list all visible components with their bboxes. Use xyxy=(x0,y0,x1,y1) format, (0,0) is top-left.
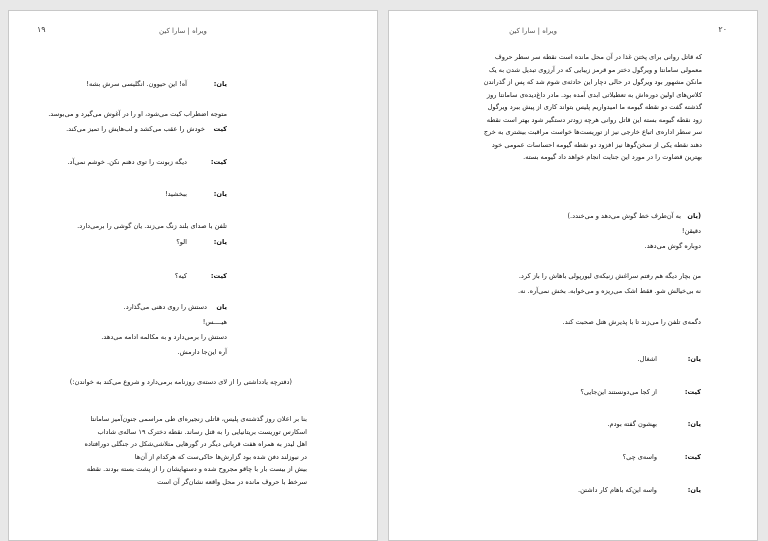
paragraph-line: که قاتل روانی برای پختن غذا در آن محل مانده است نقطه سر سطر حروف xyxy=(494,53,702,61)
stage-direction: دوباره گوش می‌دهد. xyxy=(644,242,701,250)
speaker-label: کیت: xyxy=(684,453,701,461)
stage-direction: متوجه اضطراب کیت می‌شود، او را در آغوش می‌گیرد و می‌بوسد. xyxy=(48,110,227,118)
paragraph-line: اهل لیدز به همراه هفت قربانی دیگر در گورهایی متلاشی‌شکل در جنگلی دورافتاده xyxy=(84,440,307,448)
speaker-label: یان: xyxy=(687,486,701,494)
dialogue-line: دیگه زبونت را توی دهنم نکن. خوشم نمی‌آد. xyxy=(67,158,187,166)
dialogue-line: الو؟ xyxy=(176,238,187,246)
dialogue-line: ببخشید! xyxy=(164,190,187,198)
dialogue-line: آه! این حیوون. انگلیسی سرش بشه! xyxy=(86,80,187,88)
paragraph-line: معمولی سامانتا و ویرگول دختر مو قرمز زیبایی که در آرزوی تبدیل شدن به یک xyxy=(488,65,702,74)
dialogue-line: من بچار دیگه هم رفتم سراغش زنیکه‌ی لیورپولی باهاش را باز کرد. xyxy=(518,272,701,280)
speaker-label: یان xyxy=(216,303,227,311)
paragraph-line: در نیوزلند دفن شده بود گزارش‌ها حاکی‌ست که هرکدام از آن‌ها xyxy=(134,452,307,461)
left-page xyxy=(8,10,378,541)
paragraph-line: مانکن مشهور بود ویرگول در حالی دچار این حادثه‌ی شوم شد که پس از گذراندن xyxy=(483,78,702,86)
dialogue-line: از کجا می‌دونستند این‌جایی؟ xyxy=(580,388,657,396)
paragraph-line: سرخط با حروف مانده در محل واقعه نشان‌گر آن است xyxy=(157,477,307,486)
speaker-label: کیت: xyxy=(210,158,227,166)
dialogue-line: نه بی‌خیالش شو. فقط اشک می‌ریزه و می‌خوابه. بخش نمی‌آره. نه. xyxy=(518,287,701,295)
speaker-label: یان: xyxy=(213,190,227,198)
stage-direction: خودش را عقب می‌کشد و لب‌هایش را تمیز می‌کند. xyxy=(66,125,205,133)
speaker-label: کیت xyxy=(213,125,227,133)
dialogue-line: آره این‌جا دارمش. xyxy=(177,348,227,356)
speaker-label: یان: xyxy=(687,420,701,428)
dialogue-line: واسه این‌که باهام کار داشتن. xyxy=(578,486,657,494)
speaker-label: (یان xyxy=(687,212,701,220)
speaker-label: یان: xyxy=(213,80,227,88)
speaker-label: کیت: xyxy=(210,272,227,280)
page-header: ویراه | سارا کین xyxy=(159,27,207,35)
speaker-label: کیت: xyxy=(684,388,701,396)
stage-direction: دگمه‌ی تلفن را می‌زند تا با پذیرش هتل صحبت کند. xyxy=(562,318,701,326)
dialogue-line: دقیقن! xyxy=(681,227,701,235)
paragraph-line: بنا بر اعلان روز گذشته‌ی پلیس، قاتلی زنجیره‌ای طی مراسمی جنون‌آمیز سامانتا xyxy=(90,415,307,423)
newspaper-paragraph xyxy=(432,51,702,164)
paragraph-line: کلاس‌های اولین دوره‌اش به تعطیلاتی ابدی آمده بود. مادر داغ‌دیده‌ی سامانتا روز xyxy=(486,90,702,99)
dialogue-line: کیه؟ xyxy=(174,272,187,280)
paragraph-line: زود نقطه گیومه بسته این قاتل روانی هرچه زودتر دستگیر شود بهتر است نقطه xyxy=(486,115,702,124)
right-page xyxy=(388,10,758,541)
page-number: ۲۰ xyxy=(718,25,727,34)
paragraph-line: دهند نقطه یکی از سخن‌گوها نیز افزود دو نقطه گیومه احساسات عمومی خود xyxy=(491,140,702,149)
paragraph-line: سر سطر اداره‌ی اتباع خارجی نیز از توریست‌ها خواست مراقبت بیشتری به خرج xyxy=(483,128,702,136)
stage-direction: به آن‌طرف خط گوش می‌دهد و می‌خندد.) xyxy=(567,212,681,220)
page-number: ۱۹ xyxy=(37,25,46,34)
paragraph-line: گذشته گفت دو نقطه گیومه ما امیدواریم پلیس بتواند کاری از پیش ببرد ویرگول xyxy=(487,103,702,111)
paragraph-line: بیش از بیست بار با چاقو مجروح شده و دستهایشان را از پشت بسته بودند. نقطه xyxy=(86,465,307,473)
stage-direction: تلفن با صدای بلند زنگ می‌زند. یان گوشی را برمی‌دارد. xyxy=(77,222,227,230)
dialogue-line: اشغال. xyxy=(637,355,657,363)
dialogue-line: واسه‌ی چی؟ xyxy=(622,453,657,461)
newspaper-paragraph xyxy=(47,413,307,488)
speaker-label: یان: xyxy=(213,238,227,246)
dialogue-line: بهشون گفته بودم. xyxy=(607,420,657,428)
speaker-label: یان: xyxy=(687,355,701,363)
paragraph-line: اسکارس توریست بریتانیایی را به قتل رساند. نقطه دخترک ۱۹ ساله‌ی شاداب xyxy=(97,427,307,436)
paragraph-line: بهترین قضاوت را در مورد این جنایت انجام خواهد داد گیومه بسته. xyxy=(523,153,702,161)
stage-direction: دستش را برمی‌دارد و به مکالمه ادامه می‌دهد. xyxy=(101,333,227,341)
dialogue-line: هیــــس! xyxy=(202,318,227,326)
stage-direction: دستش را روی دهنی می‌گذارد. xyxy=(123,303,207,311)
page-header: ویراه | سارا کین xyxy=(509,27,557,35)
stage-direction: (دفترچه یادداشتی را از لای دسته‌ی روزنامه برمی‌دارد و شروع می‌کند به خواندن:) xyxy=(69,378,292,386)
